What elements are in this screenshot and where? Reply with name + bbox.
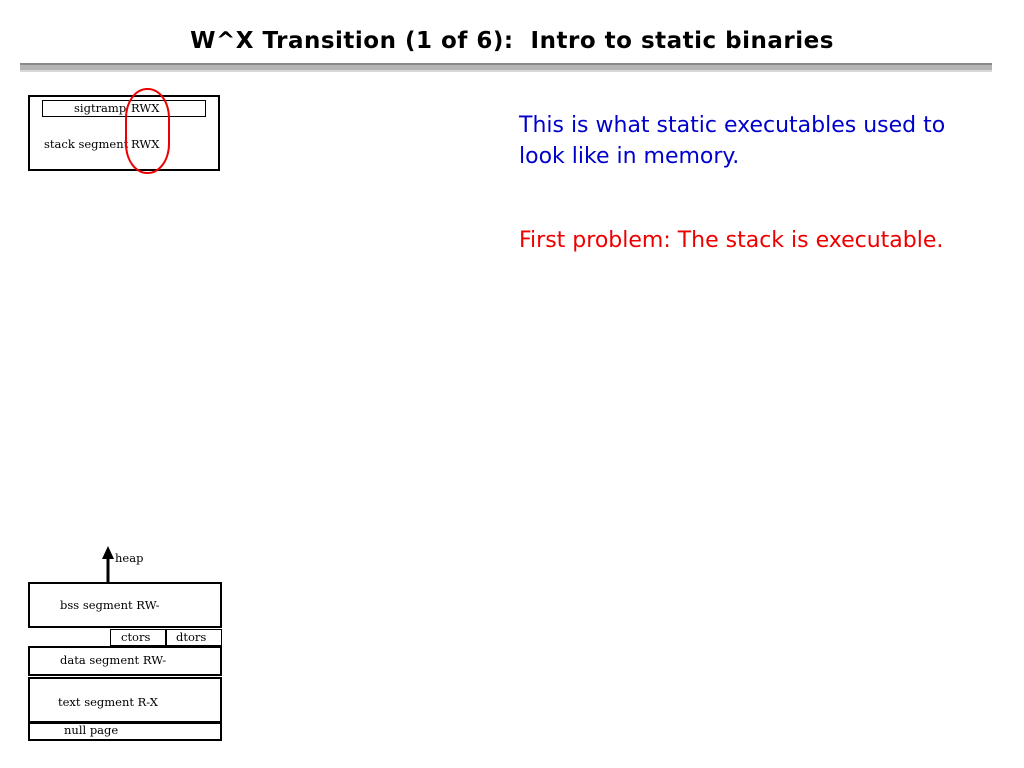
stack-segment-permissions: RWX [131, 137, 160, 151]
note-first-problem: First problem: The stack is executable. [519, 228, 944, 253]
text-segment-label: text segment R-X [58, 695, 158, 709]
heap-label: heap [115, 551, 144, 565]
data-segment-label: data segment RW- [60, 653, 167, 667]
null-page-block [28, 722, 222, 741]
sigtramp-permissions: RWX [131, 101, 160, 115]
null-page-label: null page [64, 723, 119, 737]
page-title: W^X Transition (1 of 6): Intro to static binaries [190, 28, 834, 54]
ctors-label: ctors [121, 630, 151, 644]
stack-segment-label: stack segment [44, 137, 129, 151]
title-divider [20, 63, 992, 72]
bss-segment-label: bss segment RW- [60, 598, 160, 612]
dtors-label: dtors [176, 630, 207, 644]
sigtramp-label: sigtramp [74, 101, 127, 115]
rwx-highlight-oval [125, 88, 170, 174]
note-static-executables: This is what static executables used to look like in memory. [519, 113, 946, 169]
